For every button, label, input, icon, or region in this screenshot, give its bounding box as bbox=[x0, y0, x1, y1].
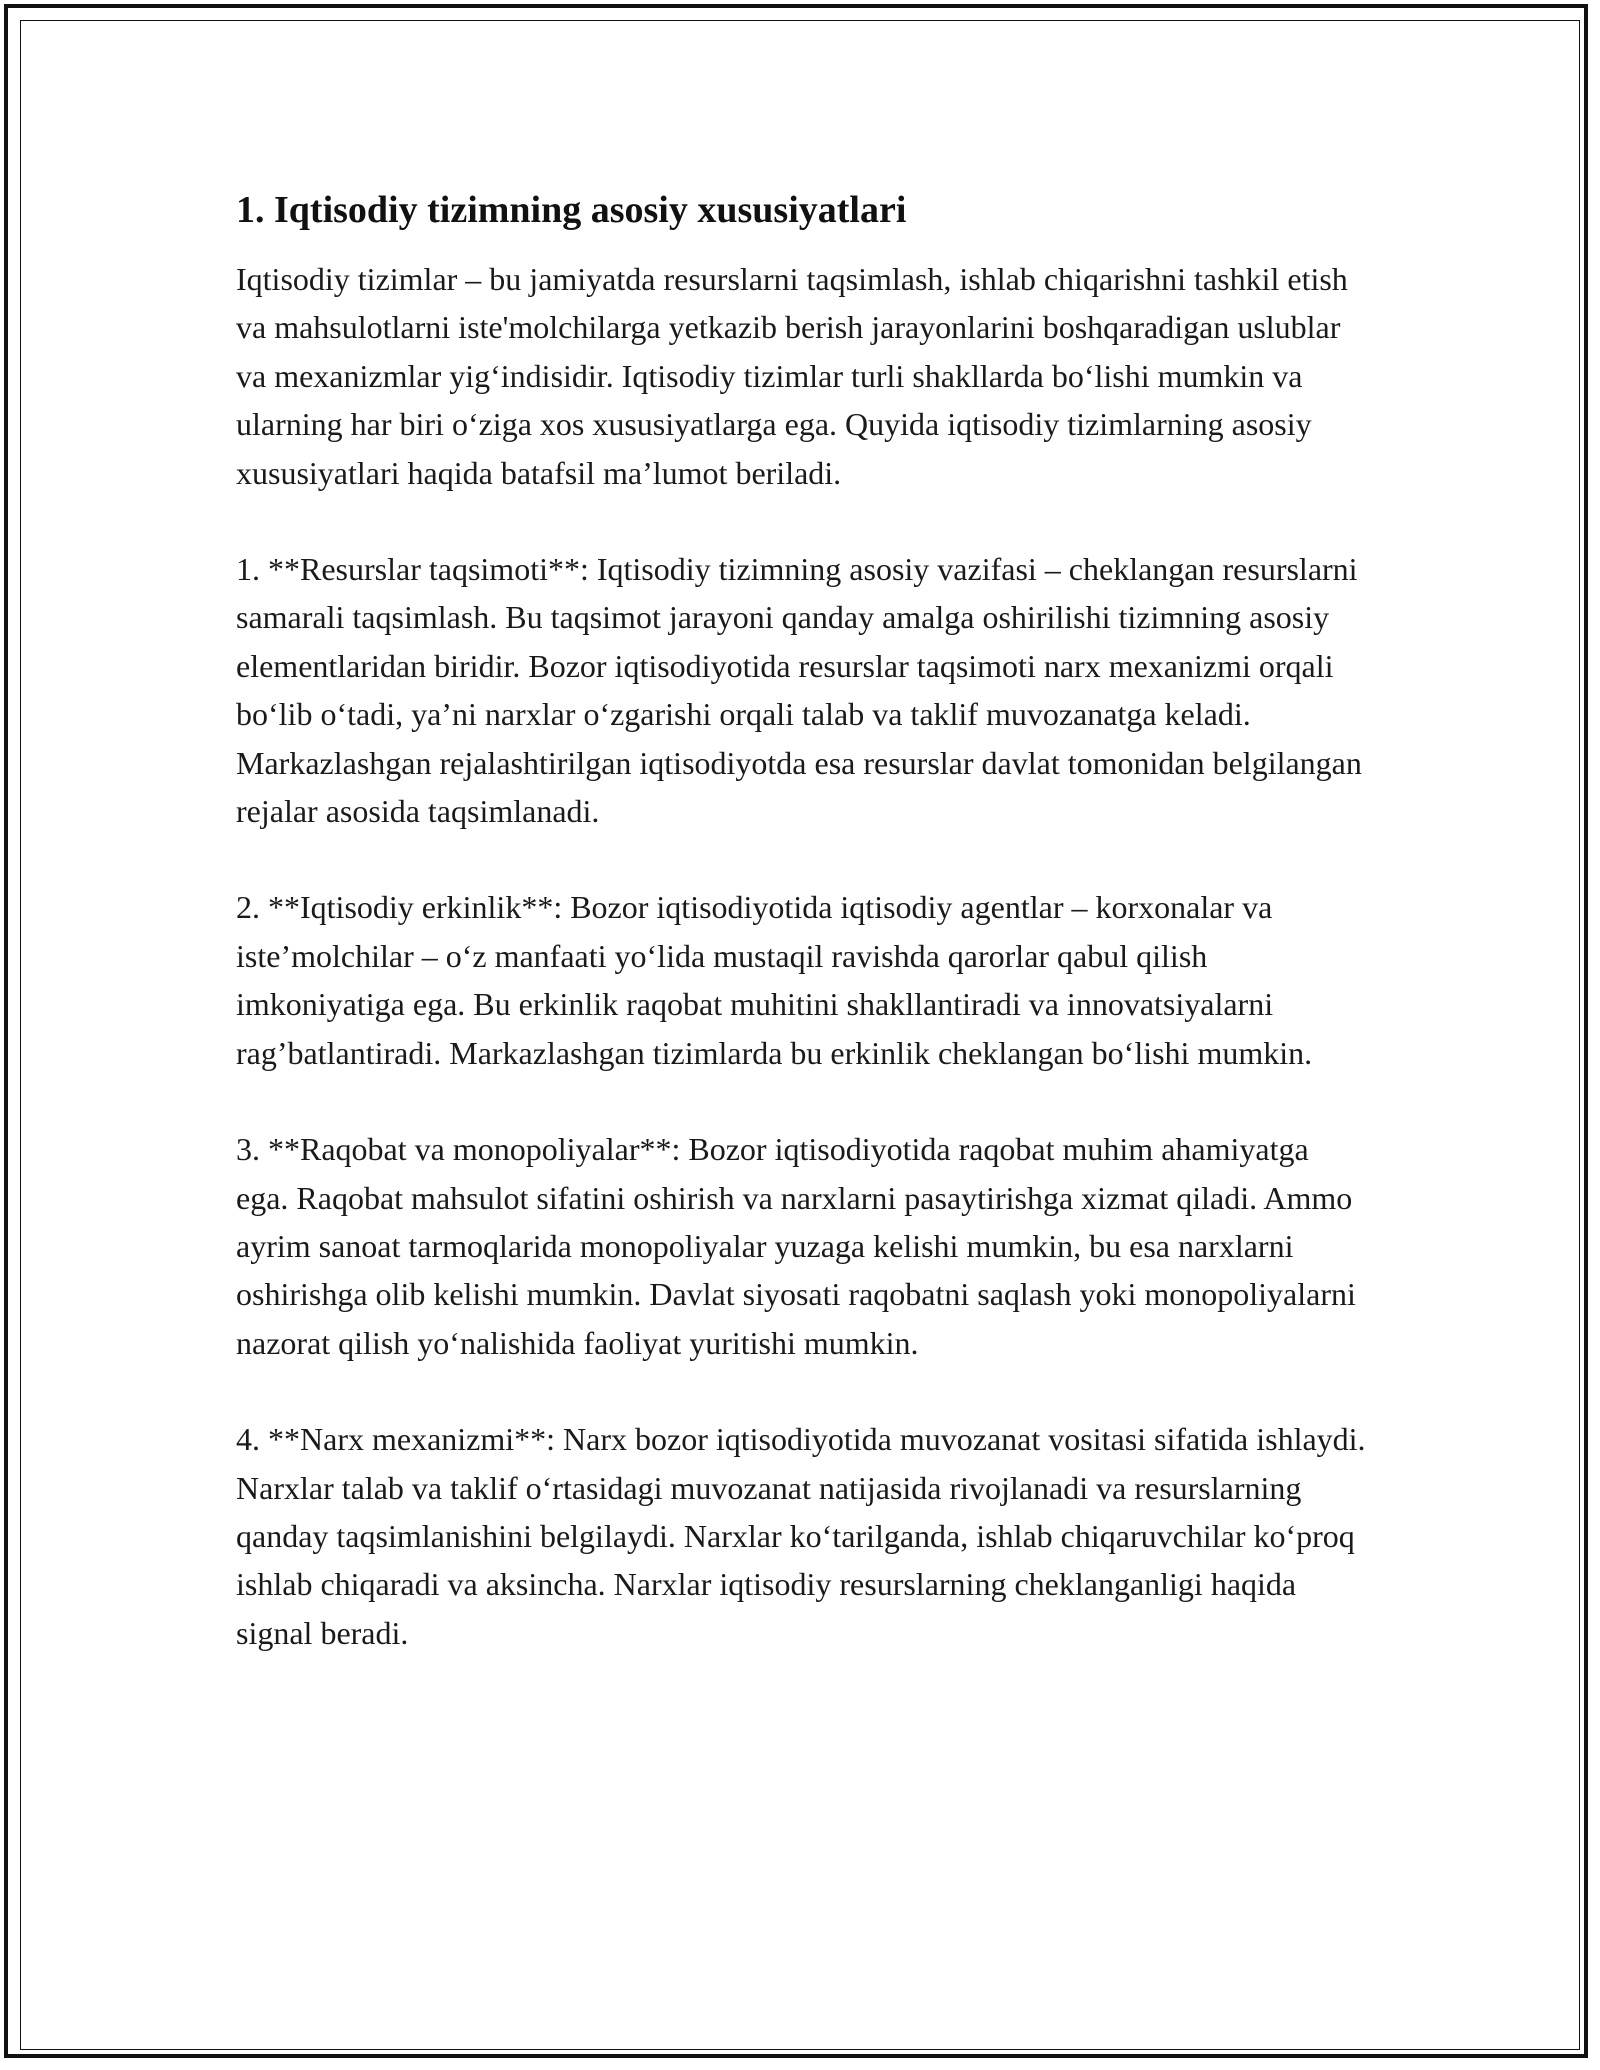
paragraph-resource-allocation: 1. **Resurslar taqsimoti**: Iqtisodiy tizimning asosiy vazifasi – cheklangan resurslarni samarali taqsimlash. Bu taqsimot jarayoni qanday amalga oshirilishi tizimning asosiy elementlaridan biridir. Bozor iqtisodiyotida resurslar taqsimoti narx mexanizmi orqali bo‘lib o‘tadi, ya’ni narxlar o‘zgarishi orqali talab va taklif muvozanatga keladi. Markazlashgan rejalashtirilgan iqtisodiyotda esa resurslar davlat tomonidan belgilangan rejalar asosida taqsimlanadi. bbox=[236, 551, 1362, 830]
section-heading: 1. Iqtisodiy tizimning asosiy xususiyatlari bbox=[236, 189, 907, 231]
document-body bbox=[236, 185, 1366, 1705]
intro-paragraph: Iqtisodiy tizimlar – bu jamiyatda resurslarni taqsimlash, ishlab chiqarishni tashkil etish va mahsulotlarni iste'molchilarga yetkazib berish jarayonlarini boshqaradigan uslublar va mexanizmlar yig‘indisidir. Iqtisodiy tizimlar turli shakllarda bo‘lishi mumkin va ularning har biri o‘ziga xos xususiyatlarga ega. Quyida iqtisodiy tizimlarning asosiy xususiyatlari haqida batafsil ma’lumot beriladi. bbox=[236, 261, 1348, 491]
paragraph-economic-freedom: 2. **Iqtisodiy erkinlik**: Bozor iqtisodiyotida iqtisodiy agentlar – korxonalar va iste’molchilar – o‘z manfaati yo‘lida mustaqil ravishda qarorlar qabul qilish imkoniyatiga ega. Bu erkinlik raqobat muhitini shakllantiradi va innovatsiyalarni rag’batlantiradi. Markazlashgan tizimlarda bu erkinlik cheklangan bo‘lishi mumkin. bbox=[236, 889, 1313, 1071]
paragraph-price-mechanism: 4. **Narx mexanizmi**: Narx bozor iqtisodiyotida muvozanat vositasi sifatida ishlaydi. Narxlar talab va taklif o‘rtasidagi muvozanat natijasida rivojlanadi va resurslarning qanday taqsimlanishini belgilaydi. Narxlar ko‘tarilganda, ishlab chiqaruvchilar ko‘proq ishlab chiqaradi va aksincha. Narxlar iqtisodiy resurslarning cheklanganligi haqida signal beradi. bbox=[236, 1421, 1366, 1651]
paragraph-competition-monopolies: 3. **Raqobat va monopoliyalar**: Bozor iqtisodiyotida raqobat muhim ahamiyatga ega. Raqobat mahsulot sifatini oshirish va narxlarni pasaytirishga xizmat qiladi. Ammo ayrim sanoat tarmoqlarida monopoliyalar yuzaga kelishi mumkin, bu esa narxlarni oshirishga olib kelishi mumkin. Davlat siyosati raqobatni saqlash yoki monopoliyalarni nazorat qilish yo‘nalishida faoliyat yuritishi mumkin. bbox=[236, 1131, 1356, 1361]
